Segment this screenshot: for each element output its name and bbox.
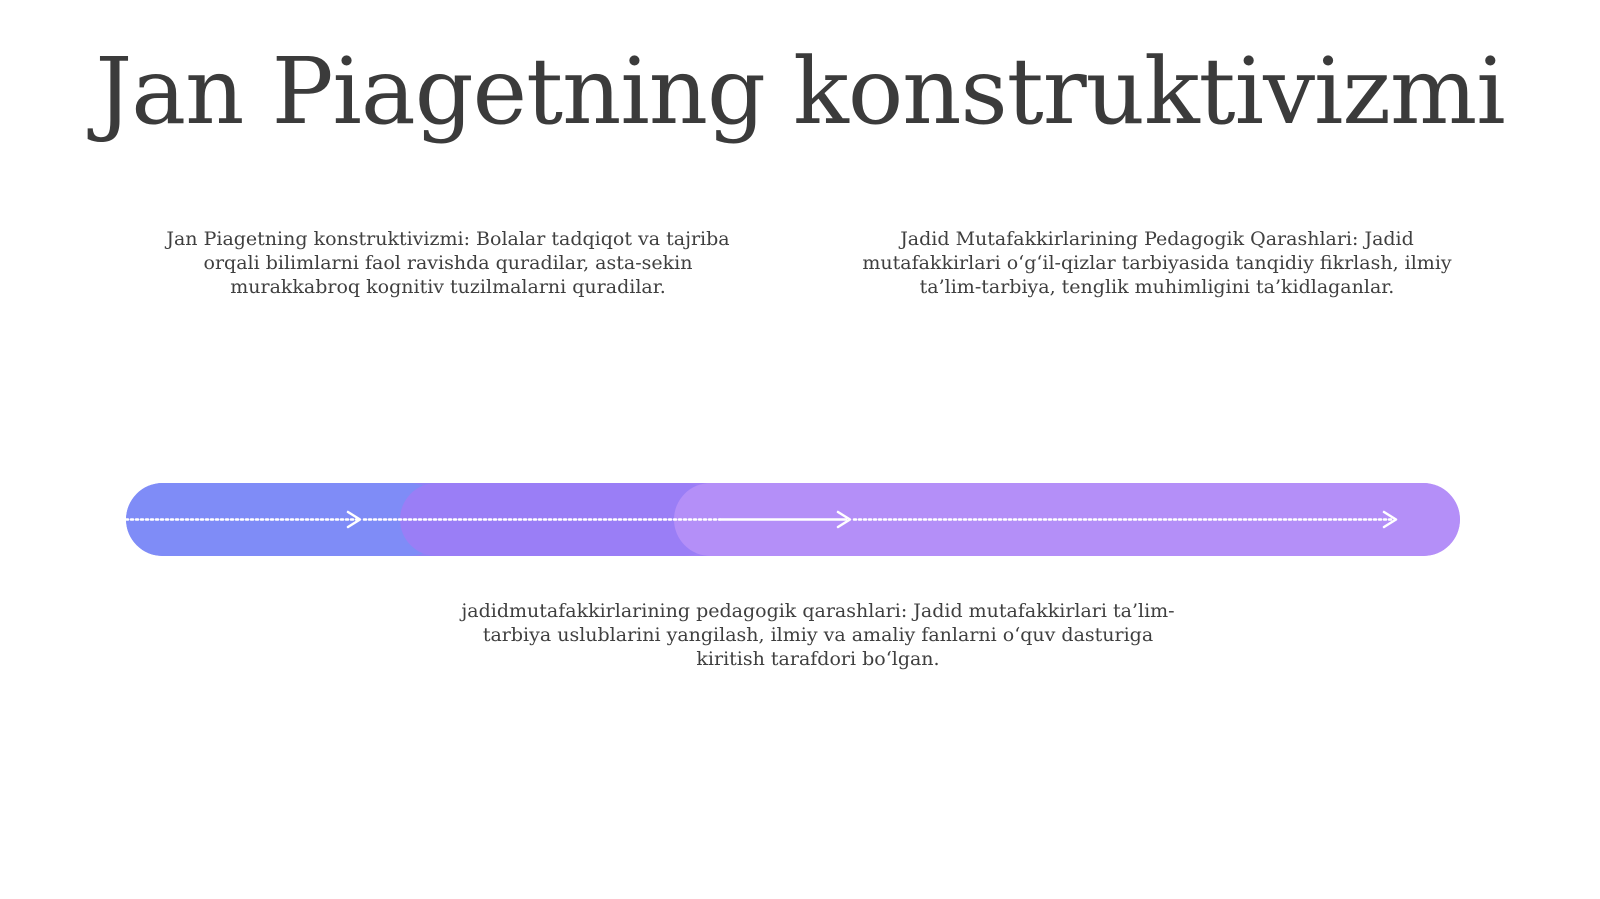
text-block-piaget: Jan Piagetning konstruktivizmi: Bolalar tadqiqot va tajriba orqali bilimlarni faol ravishda quradilar, asta-sekin murakkabroq kognitiv tuzilmalarni quradilar. — [166, 228, 730, 298]
text-block-jadid-methods: jadidmutafakkirlarining pedagogik qarashlari: Jadid mutafakkirlari ta’lim-tarbiya uslublarini yangilash, ilmiy va amaliy fanlarni o‘quv dasturiga kiritish tarafdori bo‘lgan. — [461, 600, 1175, 670]
slide-title: Jan Piagetning konstruktivizmi — [95, 38, 1505, 145]
timeline-track — [126, 483, 1460, 556]
timeline-arrows — [126, 483, 1460, 556]
text-block-jadid-views: Jadid Mutafakkirlarining Pedagogik Qarashlari: Jadid mutafakkirlari o‘g‘il-qizlar tarbiyasida tanqidiy fikrlash, ilmiy ta’lim-tarbiya, tenglik muhimligini ta’kidlaganlar. — [862, 228, 1452, 298]
